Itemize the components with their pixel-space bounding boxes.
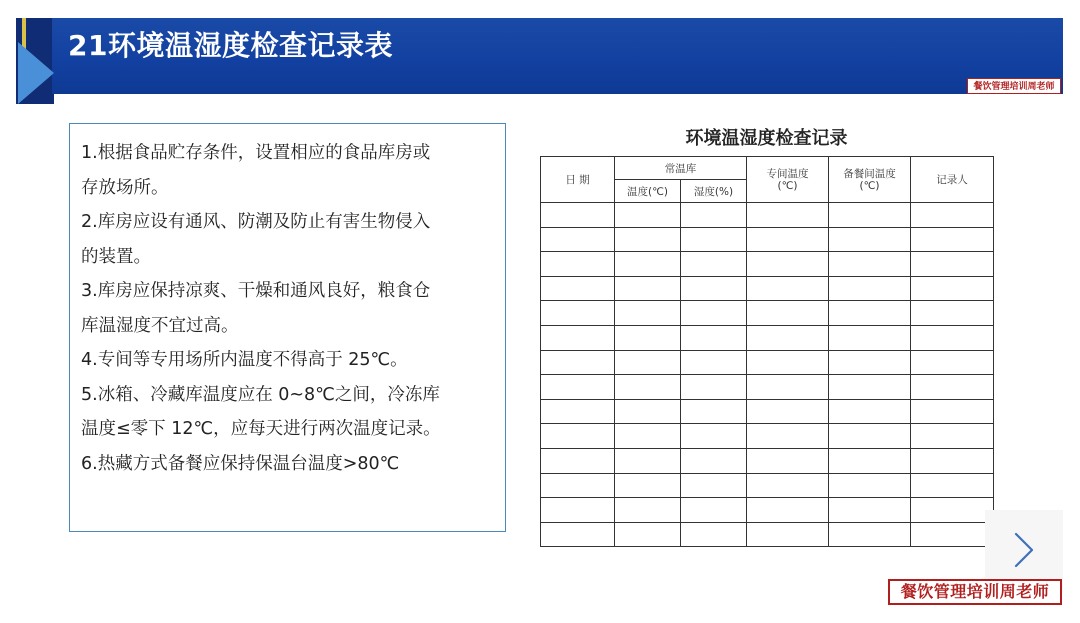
table-cell bbox=[681, 325, 747, 350]
table-cell bbox=[747, 301, 829, 326]
page-title: 21环境温湿度检查记录表 bbox=[68, 29, 393, 62]
table-cell bbox=[747, 203, 829, 228]
table-cell bbox=[747, 498, 829, 523]
header-special-room-temp-line1: 专间温度 bbox=[766, 167, 809, 180]
table-cell bbox=[541, 498, 615, 523]
header-temperature: 温度(℃) bbox=[615, 180, 681, 203]
table-cell bbox=[829, 498, 911, 523]
table-cell bbox=[829, 399, 911, 424]
table-cell bbox=[911, 448, 994, 473]
header-humidity: 湿度(%) bbox=[681, 180, 747, 203]
record-table-body bbox=[541, 203, 994, 547]
table-row bbox=[541, 375, 994, 400]
header-stamp-logo: 餐饮管理培训周老师 bbox=[967, 78, 1061, 94]
table-row bbox=[541, 301, 994, 326]
table-cell bbox=[615, 276, 681, 301]
table-cell bbox=[747, 522, 829, 547]
table-cell bbox=[911, 522, 994, 547]
next-slide-button[interactable] bbox=[985, 510, 1063, 590]
header-arrow-icon bbox=[18, 42, 54, 104]
table-cell bbox=[615, 252, 681, 277]
requirement-line: 存放场所。 bbox=[81, 177, 169, 198]
requirement-line: 1.根据食品贮存条件，设置相应的食品库房或 bbox=[81, 143, 431, 163]
table-cell bbox=[911, 375, 994, 400]
table-row bbox=[541, 448, 994, 473]
table-cell bbox=[541, 473, 615, 498]
requirement-line: 库温湿度不宜过高。 bbox=[81, 315, 239, 336]
table-cell bbox=[911, 325, 994, 350]
table-cell bbox=[829, 375, 911, 400]
table-row bbox=[541, 498, 994, 523]
table-cell bbox=[541, 301, 615, 326]
requirements-box bbox=[69, 123, 506, 532]
requirement-line: 4.专间等专用场所内温度不得高于 25℃。 bbox=[81, 350, 408, 370]
table-row bbox=[541, 252, 994, 277]
requirement-line: 的装置。 bbox=[81, 246, 151, 267]
table-cell bbox=[681, 448, 747, 473]
table-row bbox=[541, 473, 994, 498]
table-row bbox=[541, 227, 994, 252]
table-cell bbox=[747, 350, 829, 375]
header-date: 日 期 bbox=[541, 157, 615, 203]
table-cell bbox=[681, 203, 747, 228]
table-cell bbox=[911, 276, 994, 301]
table-cell bbox=[747, 375, 829, 400]
table-row bbox=[541, 276, 994, 301]
table-cell bbox=[681, 498, 747, 523]
table-cell bbox=[911, 399, 994, 424]
table-cell bbox=[541, 252, 615, 277]
table-cell bbox=[615, 498, 681, 523]
table-cell bbox=[681, 350, 747, 375]
footer-stamp-logo: 餐饮管理培训周老师 bbox=[888, 579, 1062, 605]
table-cell bbox=[541, 448, 615, 473]
table-cell bbox=[541, 375, 615, 400]
table-cell bbox=[541, 424, 615, 449]
table-cell bbox=[615, 399, 681, 424]
table-cell bbox=[829, 424, 911, 449]
table-cell bbox=[747, 252, 829, 277]
table-cell bbox=[829, 473, 911, 498]
table-cell bbox=[747, 473, 829, 498]
table-cell bbox=[541, 350, 615, 375]
table-cell bbox=[911, 424, 994, 449]
table-cell bbox=[541, 276, 615, 301]
table-cell bbox=[681, 276, 747, 301]
table-cell bbox=[681, 399, 747, 424]
table-cell bbox=[829, 325, 911, 350]
table-cell bbox=[615, 473, 681, 498]
table-cell bbox=[615, 325, 681, 350]
table-cell bbox=[681, 227, 747, 252]
table-cell bbox=[615, 522, 681, 547]
table-cell bbox=[681, 473, 747, 498]
table-cell bbox=[911, 252, 994, 277]
header-room-temp-storage: 常温库 bbox=[615, 157, 747, 180]
table-cell bbox=[911, 350, 994, 375]
table-cell bbox=[747, 227, 829, 252]
table-cell bbox=[615, 375, 681, 400]
header-prep-room-temp-line1: 备餐间温度 bbox=[843, 167, 896, 180]
requirement-line: 2.库房应设有通风、防潮及防止有害生物侵入 bbox=[81, 212, 431, 232]
chevron-right-icon bbox=[1013, 531, 1035, 569]
table-cell bbox=[615, 350, 681, 375]
table-row bbox=[541, 522, 994, 547]
table-cell bbox=[829, 227, 911, 252]
requirement-line: 3.库房应保持凉爽、干燥和通风良好，粮食仓 bbox=[81, 281, 431, 301]
table-cell bbox=[681, 301, 747, 326]
table-cell bbox=[911, 301, 994, 326]
table-cell bbox=[615, 203, 681, 228]
table-cell bbox=[541, 203, 615, 228]
table-cell bbox=[541, 227, 615, 252]
requirement-line: 温度≤零下 12℃，应每天进行两次温度记录。 bbox=[81, 419, 441, 439]
record-table-title: 环境温湿度检查记录 bbox=[685, 128, 848, 149]
table-cell bbox=[911, 498, 994, 523]
table-cell bbox=[829, 203, 911, 228]
table-cell bbox=[911, 473, 994, 498]
table-cell bbox=[747, 276, 829, 301]
table-cell bbox=[681, 252, 747, 277]
requirement-line: 5.冰箱、冷藏库温度应在 0~8℃之间，冷冻库 bbox=[81, 384, 440, 405]
table-cell bbox=[615, 227, 681, 252]
table-cell bbox=[615, 424, 681, 449]
table-row bbox=[541, 424, 994, 449]
table-cell bbox=[615, 448, 681, 473]
table-cell bbox=[541, 325, 615, 350]
table-cell bbox=[615, 301, 681, 326]
table-cell bbox=[681, 522, 747, 547]
table-cell bbox=[829, 276, 911, 301]
table-row bbox=[541, 399, 994, 424]
table-row bbox=[541, 350, 994, 375]
table-cell bbox=[747, 448, 829, 473]
table-cell bbox=[911, 203, 994, 228]
table-cell bbox=[541, 522, 615, 547]
table-cell bbox=[829, 252, 911, 277]
header-special-room-temp-line2: (℃) bbox=[777, 179, 798, 192]
table-cell bbox=[747, 325, 829, 350]
header-prep-room-temp-line2: (℃) bbox=[859, 179, 880, 192]
table-cell bbox=[829, 301, 911, 326]
table-cell bbox=[747, 424, 829, 449]
table-cell bbox=[829, 522, 911, 547]
table-cell bbox=[829, 448, 911, 473]
header-recorder: 记录人 bbox=[911, 157, 994, 203]
table-cell bbox=[747, 399, 829, 424]
table-cell bbox=[681, 424, 747, 449]
table-row bbox=[541, 325, 994, 350]
table-row bbox=[541, 203, 994, 228]
table-cell bbox=[541, 399, 615, 424]
record-table bbox=[540, 156, 994, 547]
requirement-line: 6.热藏方式备餐应保持保温台温度>80℃ bbox=[81, 453, 400, 474]
table-cell bbox=[681, 375, 747, 400]
header-prep-room-temp bbox=[829, 157, 911, 203]
header-special-room-temp bbox=[747, 157, 829, 203]
table-cell bbox=[829, 350, 911, 375]
table-cell bbox=[911, 227, 994, 252]
